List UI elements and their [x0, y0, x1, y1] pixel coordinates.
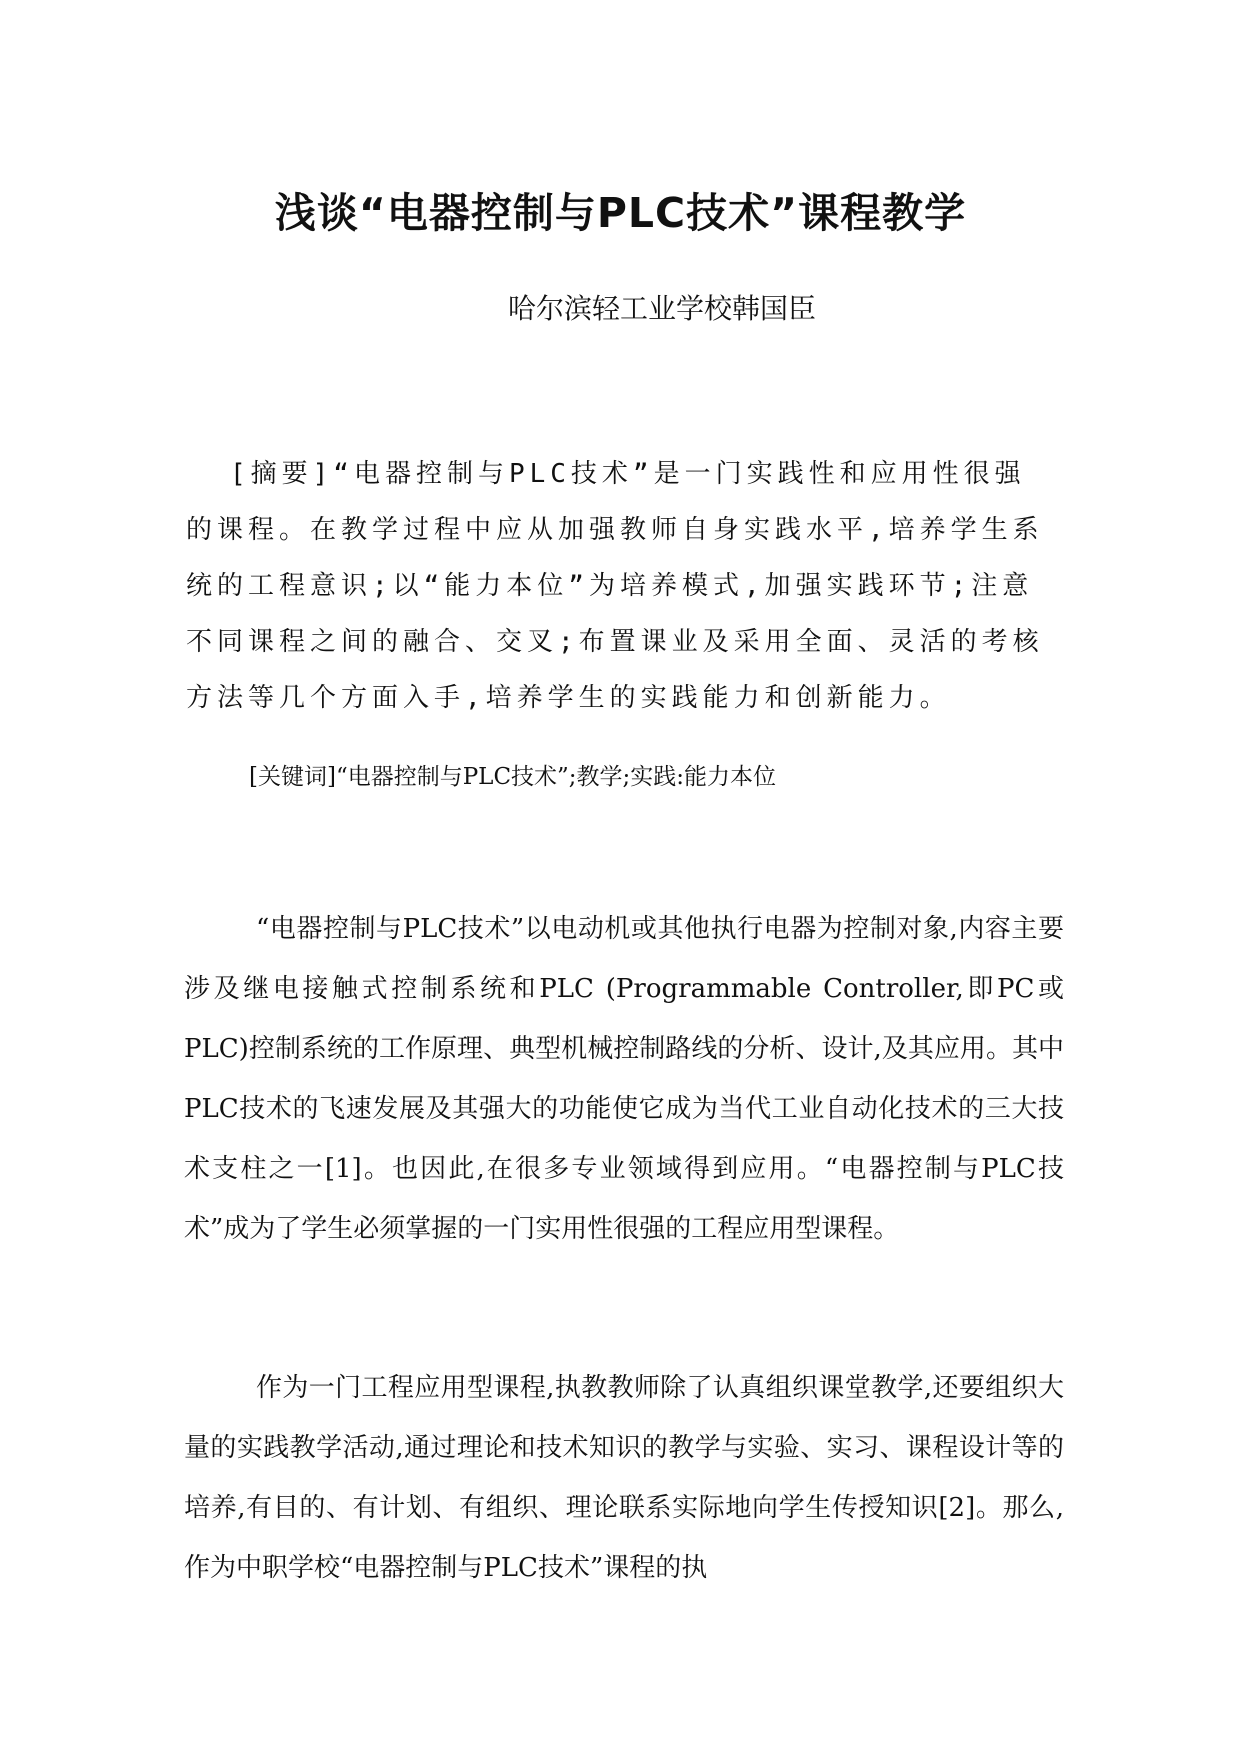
abstract-paragraph: [摘要]“电器控制与PLC技术”是一门实践性和应用性很强的课程。在教学过程中应从加强教师自身实践水平,培养学生系统的工程意识;以“能力本位”为培养模式,加强实践环节;注意不同课程之间的融合、交叉;布置课业及采用全面、灵活的考核方法等几个方面入手,培养学生的实践能力和创新能力。 [186, 459, 1044, 713]
body-paragraph: 作为一门工程应用型课程,执教教师除了认真组织课堂教学,还要组织大量的实践教学活动,通过理论和技术知识的教学与实验、实习、课程设计等的培养,有目的、有计划、有组织、理论联系实际地向学生传授知识[2]。那么,作为中职学校“电器控制与PLC技术”课程的执 [184, 1373, 1064, 1583]
author-line: 哈尔滨轻工业学校韩国臣 [508, 292, 817, 325]
body-paragraph: “电器控制与PLC技术”以电动机或其他执行电器为控制对象,内容主要涉及继电接触式控制系统和PLC (Programmable Controller,即PC或PLC)控制系统的工作原理、典型机械控制路线的分析、设计,及其应用。其中PLC技术的飞速发展及其强大的功能使它成为当代工业自动化技术的三大技术支柱之一[1]。也因此,在很多专业领域得到应用。“电器控制与PLC技术”成为了学生必须掌握的一门实用性很强的工程应用型课程。 [184, 914, 1064, 1244]
keywords-line: [关键词]“电器控制与PLC技术”;教学;实践:能力本位 [249, 764, 777, 790]
document-title: 浅谈“电器控制与PLC技术”课程教学 [274, 189, 967, 237]
